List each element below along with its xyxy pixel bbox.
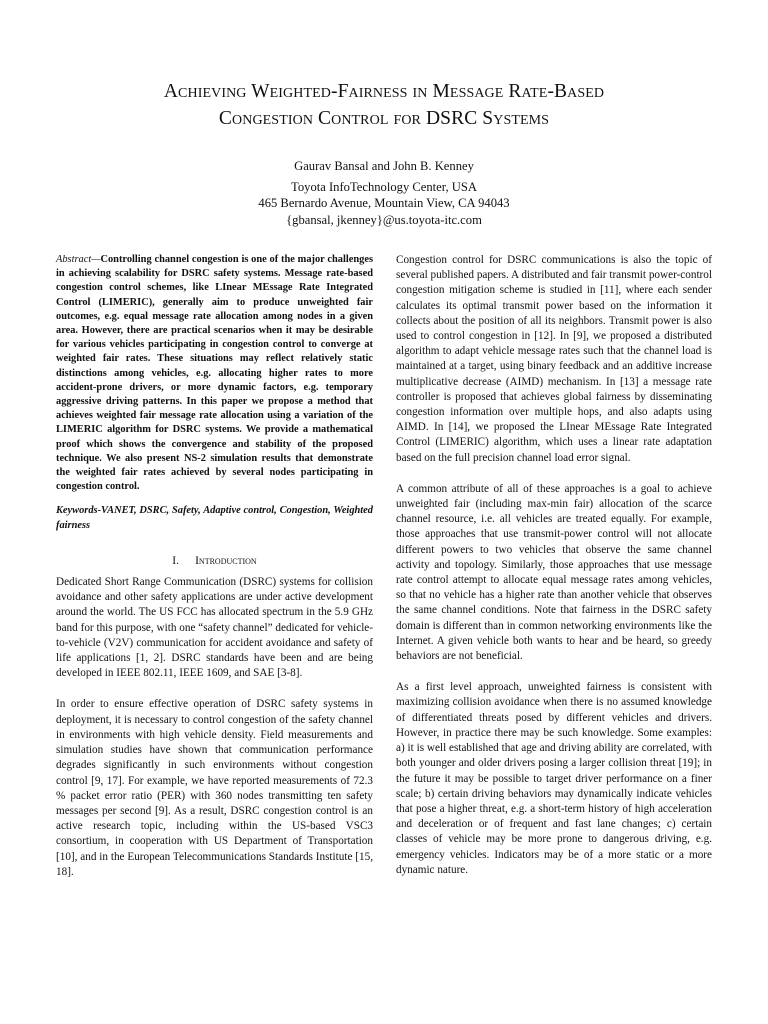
body-paragraph-2: A common attribute of all of these approaches is a goal to achieve unweighted fair (including max-min fair) allocation of the scarce channel resource, i.e. all vehicles are treated equally. For example, those approaches that use transmit-power control will not allocate different powers to two vehicles that observe the same channel activity and topology. Similarly, those approaches that use message rate control attempt to allocate equal message rates among vehicles, so that no vehicle has a higher rate than another vehicle that observes the same channel conditions. Note that fairness in the DSRC safety domain is different than in common networking environments like the Internet. A given vehicle both wants to hear and be heard, so greedy behaviors are not beneficial. xyxy=(396,482,712,663)
emails: {gbansal, jkenney}@us.toyota-itc.com xyxy=(286,212,482,227)
body-paragraph-1: Congestion control for DSRC communications is also the topic of several published papers. A distributed and fair transmit power-control congestion mitigation scheme is studied in [11], where each sender calculates its optimal transmit power based on the information it collects about the position of all its neighbors. Transmit power is also used to control congestion in [12]. In [9], we proposed a distributed algorithm to adapt vehicle message rates such that the channel load is maintained at a target, using binary feedback and an additive increase multiplicative decrease (AIMD) mechanism. In [13] a message rate controller is proposed that achieves global fairness by disseminating congestion information over multiple hops, and also adapts using AIMD. In [14], we proposed the LInear MEssage Rate Integrated Control (LIMERIC) algorithm, which uses a linear rate adaptation based on the full precision channel load error signal. xyxy=(396,254,712,464)
section-number: I. xyxy=(172,553,180,567)
title-line-1: Achieving Weighted-Fairness in Message Rate-Based xyxy=(163,81,605,102)
address: 465 Bernardo Avenue, Mountain View, CA 94043 xyxy=(258,196,510,210)
abstract-text: Controlling channel congestion is one of the major challenges in achieving scalability for DSRC safety systems. Message rate-based congestion control schemes, like LInear MEssage Rate Integrated Control (LIMERIC), generally aim to produce unweighted fair outcomes, e.g. equal message rate allocation among nodes in a given area. However, there are practical scenarios when it may be desirable for various vehicles participating in congestion control to converge at weighted fair rates. These situations may reflect relatively static distinctions among vehicles, e.g. allocating higher rates to more accident-prone drivers, or more dynamic factors, e.g. temporary aggressive driving patterns. In this paper we propose a method that achieves weighted fair message rate allocation using a variation of the LIMERIC algorithm for DSRC systems. We provide a mathematical proof which shows the convergence and stability of the proposed technique. We also present NS-2 simulation results that demonstrate the weighted fair rates achieved by several nodes participating in congestion control. xyxy=(56,254,373,493)
section-title: Introduction xyxy=(195,553,257,567)
intro-paragraph-1: Dedicated Short Range Communication (DSRC) systems for collision avoidance and other safety applications are under active development around the world. The US FCC has allocated spectrum in the 5.9 GHz band for this purpose, with one “safety channel” dedicated for vehicle-to-vehicle (V2V) communication for accident avoidance and safety of life applications [1, 2]. DSRC standards have been and are being developed in IEEE 802.11, IEEE 1609, and SAE [3-8]. xyxy=(56,576,373,680)
right-column xyxy=(396,253,712,878)
keywords: Keywords-VANET, DSRC, Safety, Adaptive control, Congestion, Weighted fairness xyxy=(56,505,373,531)
left-column xyxy=(56,253,373,880)
abstract: Abstract—Controlling channel congestion is one of the major challenges in achieving scalability for DSRC safety systems. Message rate-based congestion control schemes, like LInear MEssage Rate Integrated Control (LIMERIC), generally aim to produce unweighted fair outcomes, e.g. equal message rate allocation among nodes in a given area. However, there are practical scenarios when it may be desirable for various vehicles participating in congestion control to converge at weighted fair rates. These situations may reflect relatively static distinctions among vehicles, e.g. allocating higher rates to more accident-prone drivers, or more dynamic factors, e.g. temporary aggressive driving patterns. In this paper we propose a method that achieves weighted fair message rate allocation using a variation of the LIMERIC algorithm for DSRC systems. We provide a mathematical proof which shows the convergence and stability of the proposed technique. We also present NS-2 simulation results that demonstrate the weighted fair rates achieved by several nodes participating in congestion control. xyxy=(56,254,373,493)
author-names: Gaurav Bansal and John B. Kenney xyxy=(294,159,474,173)
abstract-label: Abstract xyxy=(56,254,92,265)
author-block xyxy=(40,158,728,228)
title-line-2: Congestion Control for DSRC Systems xyxy=(218,108,550,129)
affiliation: Toyota InfoTechnology Center, USA xyxy=(291,179,477,194)
intro-paragraph-2: In order to ensure effective operation of DSRC safety systems in deployment, it is necessary to control congestion of the safety channel in environments with high vehicle density. Field measurements and simulation studies have shown that communication performance degrades significantly in such environments without congestion control [9, 17]. For example, we have reported measurements of 72.3 % packet error ratio (PER) with 360 nodes transmitting ten safety messages per second [9]. As a result, DSRC congestion control is an active research topic, including within the US-based VSC3 consortium, in cooperation with US Department of Transportation [10], and in the European Telecommunications Standards Institute [15, 18]. xyxy=(56,698,373,878)
body-paragraph-3: As a first level approach, unweighted fairness is consistent with maximizing collision avoidance when there is no assumed knowledge of differentiated threats posed by different vehicles and drivers. However, in practice there may be such knowledge. Some examples: a) it is well established that age and driving ability are correlated, with both younger and older drivers posing a larger collision threat [19]; in the future it may be possible to target driver performance on a finer scale; b) certain driving behaviors may dynamically indicate vehicles that pose a higher threat, e.g. a short-term history of high acceleration and deceleration or of frequent and fast lane changes; c) certain classes of vehicle may be more prone to dangerous driving, e.g. emergency vehicles. Indicators may be of a more static or a more dynamic nature. xyxy=(396,681,712,876)
section-heading xyxy=(56,553,373,568)
paper-title xyxy=(40,78,728,132)
